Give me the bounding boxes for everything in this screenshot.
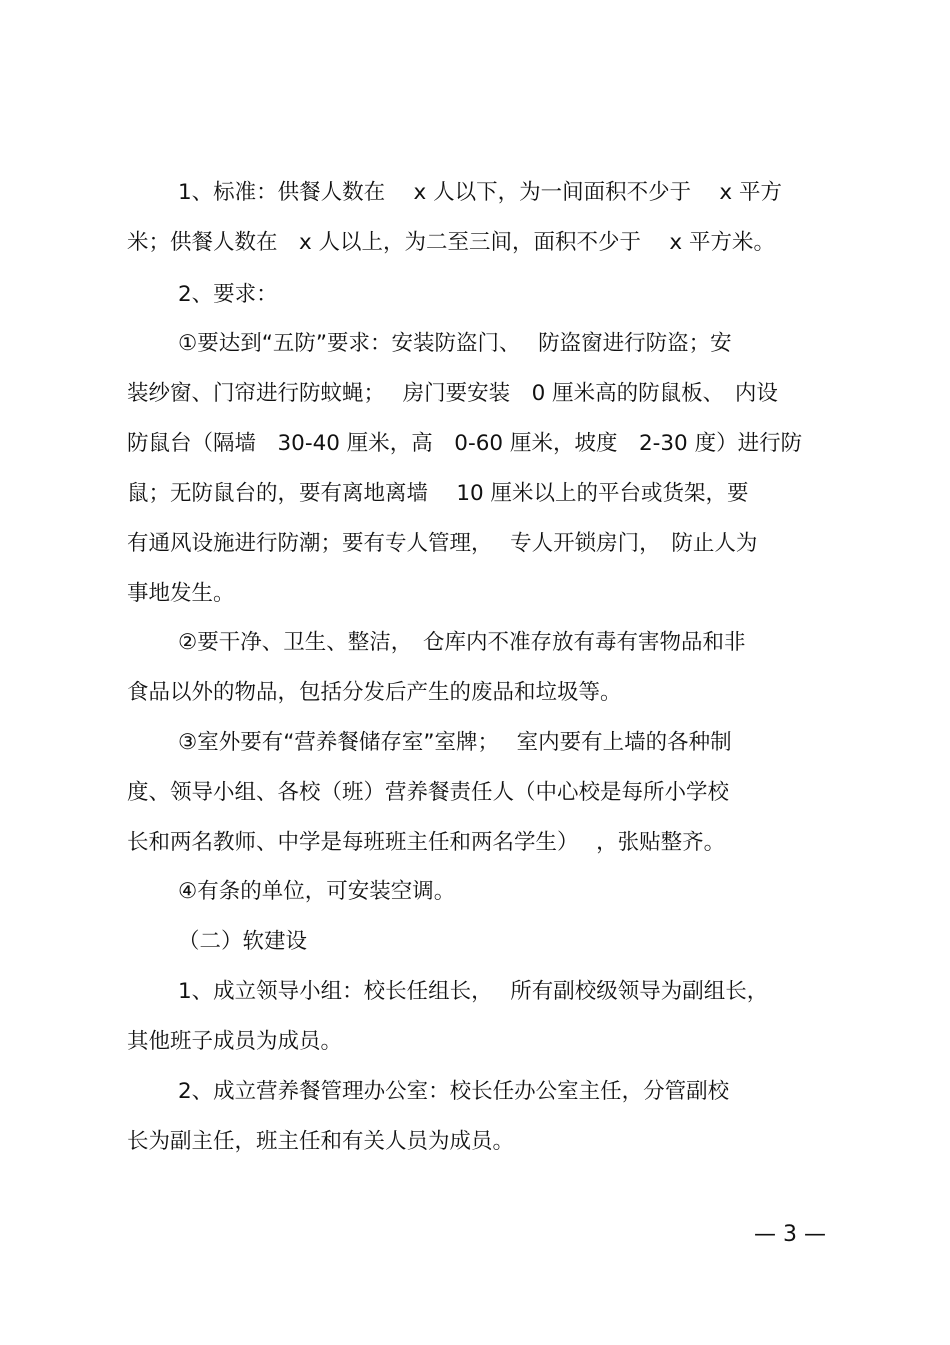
text-line: 2、成立营养餐管理办公室：校长任办公室主任，分管副校 — [178, 1079, 730, 1104]
text-line: 食品以外的物品，包括分发后产生的废品和垃圾等。 — [127, 680, 622, 705]
section-heading: （二）软建设 — [178, 929, 308, 954]
text-line: ④有条的单位，可安装空调。 — [178, 879, 456, 904]
text-line: 有通风设施进行防潮；要有专人管理， 专人开锁房门， 防止人为 — [127, 531, 758, 556]
text-line: 1、标准：供餐人数在 x 人以下，为一间面积不少于 x 平方 — [178, 180, 782, 205]
text-line: 鼠；无防鼠台的，要有离地离墙 10 厘米以上的平台或货架，要 — [127, 481, 749, 506]
text-line: 其他班子成员为成员。 — [127, 1029, 343, 1054]
text-line: 米；供餐人数在 x 人以上，为二至三间，面积不少于 x 平方米。 — [127, 230, 775, 255]
text-line: 装纱窗、门帘进行防蚊蝇； 房门要安装 0 厘米高的防鼠板、 内设 — [127, 381, 778, 406]
text-line: 度、领导小组、各校（班）营养餐责任人（中心校是每所小学校 — [127, 780, 730, 805]
text-line: 1、成立领导小组：校长任组长， 所有副校级领导为副组长， — [178, 979, 769, 1004]
text-line: 防鼠台（隔墙 30-40 厘米，高 0-60 厘米，坡度 2-30 度）进行防 — [127, 431, 803, 456]
text-line: 长为副主任，班主任和有关人员为成员。 — [127, 1129, 515, 1154]
text-line: ①要达到“五防”要求：安装防盗门、 防盗窗进行防盗；安 — [178, 331, 732, 356]
page-number: — 3 — — [754, 1222, 826, 1247]
text-line: ③室外要有“营养餐储存室”室牌； 室内要有上墙的各种制 — [178, 730, 732, 755]
text-line: 2、要求： — [178, 282, 278, 307]
text-line: ②要干净、卫生、整洁， 仓库内不准存放有毒有害物品和非 — [178, 630, 746, 655]
text-line: 事地发生。 — [127, 581, 235, 606]
text-line: 长和两名教师、中学是每班班主任和两名学生） ，张贴整齐。 — [127, 830, 726, 855]
